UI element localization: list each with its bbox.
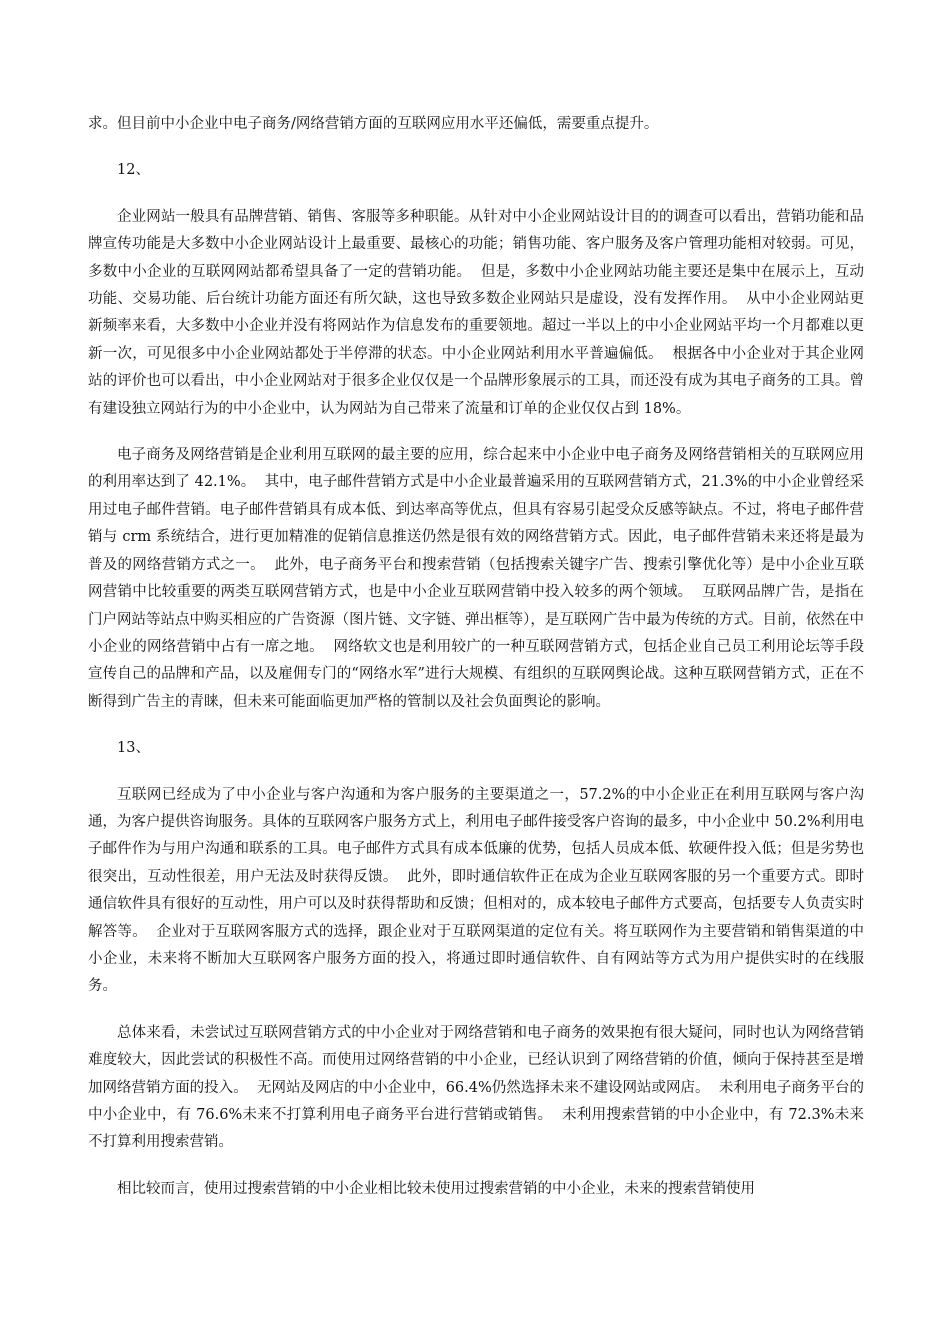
paragraph-ecommerce-marketing: 电子商务及网络营销是企业利用互联网的最主要的应用，综合起来中小企业中电子商务及网络营销相关的互联网应用的利用率达到了 42.1%。 其中，电子邮件营销方式是中小企业最普遍采用的互联网营销方式，21.3%的中小企业曾经采用过电子邮件营销。电子邮件营销具有成本低、到达率高等优点，但具有容易引起受众反感等缺点。不过，将电子邮件营销与 crm 系统结合，进行更加精准的促销信息推送仍然是很有效的网络营销方式。因此，电子邮件营销未来还将是最为普及的网络营销方式之一。 此外，电子商务平台和搜索营销（包括搜索关键字广告、搜索引擎优化等）是中小企业互联网营销中比较重要的两类互联网营销方式，也是中小企业互联网营销中投入较多的两个领域。 互联网品牌广告，是指在门户网站等站点中购买相应的广告资源（图片链、文字链、弹出框等），是互联网广告中最为传统的方式。目前，依然在中小企业的网络营销中占有一席之地。 网络软文也是利用较广的一种互联网营销方式，包括企业自己员工利用论坛等手段宣传自己的品牌和产品，以及雇佣专门的“网络水军”进行大规模、有组织的互联网舆论战。这种互联网营销方式，正在不断得到广告主的青睐，但未来可能面临更加严格的管制以及社会负面舆论的影响。 <box>88 447 864 710</box>
section-number-12: 12、 <box>117 162 150 179</box>
paragraph-overall-summary: 总体来看，未尝试过互联网营销方式的中小企业对于网络营销和电子商务的效果抱有很大疑问，同时也认为网络营销难度较大，因此尝试的积极性不高。而使用过网络营销的中小企业，已经认识到了网络营销的价值，倾向于保持甚至是增加网络营销方面的投入。 无网站及网店的中小企业中，66.4%仍然选择未来不建设网站或网店。 未利用电子商务平台的中小企业中，有 76.6%未来不打算利用电子商务平台进行营销或销售。 未利用搜索营销的中小企业中，有 72.3%未来不打算利用搜索营销。 <box>88 1024 864 1151</box>
paragraph-customer-service: 互联网已经成为了中小企业与客户沟通和为客户服务的主要渠道之一，57.2%的中小企业正在利用互联网与客户沟通，为客户提供咨询服务。具体的互联网客户服务方式上，利用电子邮件接受客户咨询的最多，中小企业中 50.2%利用电子邮件作为与用户沟通和联系的工具。电子邮件方式具有成本低廉的优势，包括人员成本低、软硬件投入低；但是劣势也很突出，互动性很差，用户无法及时获得反馈。 此外，即时通信软件正在成为企业互联网客服的另一个重要方式。即时通信软件具有很好的互动性，用户可以及时获得帮助和反馈；但相对的，成本较电子邮件方式要高，包括要专人负责实时解答等。 企业对于互联网客服方式的选择，跟企业对于互联网渠道的定位有关。将互联网作为主要营销和销售渠道的中小企业，未来将不断加大互联网客户服务方面的投入，将通过即时通信软件、自有网站等方式为用户提供实时的在线服务。 <box>88 786 864 995</box>
section-number-13: 13、 <box>117 740 150 757</box>
document-body <box>88 111 864 1222</box>
paragraph-comparison: 相比较而言，使用过搜索营销的中小企业相比较未使用过搜索营销的中小企业，未来的搜索营销使用 <box>117 1180 755 1197</box>
paragraph-enterprise-website: 企业网站一般具有品牌营销、销售、客服等多种职能。从针对中小企业网站设计目的的调查可以看出，营销功能和品牌宣传功能是大多数中小企业网站设计上最重要、最核心的功能；销售功能、客户服务及客户管理功能相对较弱。可见，多数中小企业的互联网网站都希望具备了一定的营销功能。 但是，多数中小企业网站功能主要还是集中在展示上，互动功能、交易功能、后台统计功能方面还有所欠缺，这也导致多数企业网站只是虚设，没有发挥作用。 从中小企业网站更新频率来看，大多数中小企业并没有将网站作为信息发布的重要领地。超过一半以上的中小企业网站平均一个月都难以更新一次，可见很多中小企业网站都处于半停滞的状态。中小企业网站利用水平普遍偏低。 根据各中小企业对于其企业网站的评价也可以看出，中小企业网站对于很多企业仅仅是一个品牌形象展示的工具，而还没有成为其电子商务的工具。曾有建设独立网站行为的中小企业中，认为网站为自己带来了流量和订单的企业仅仅占到 18%。 <box>88 208 864 417</box>
paragraph-continuation: 求。但目前中小企业中电子商务/网络营销方面的互联网应用水平还偏低，需要重点提升。 <box>88 116 659 132</box>
